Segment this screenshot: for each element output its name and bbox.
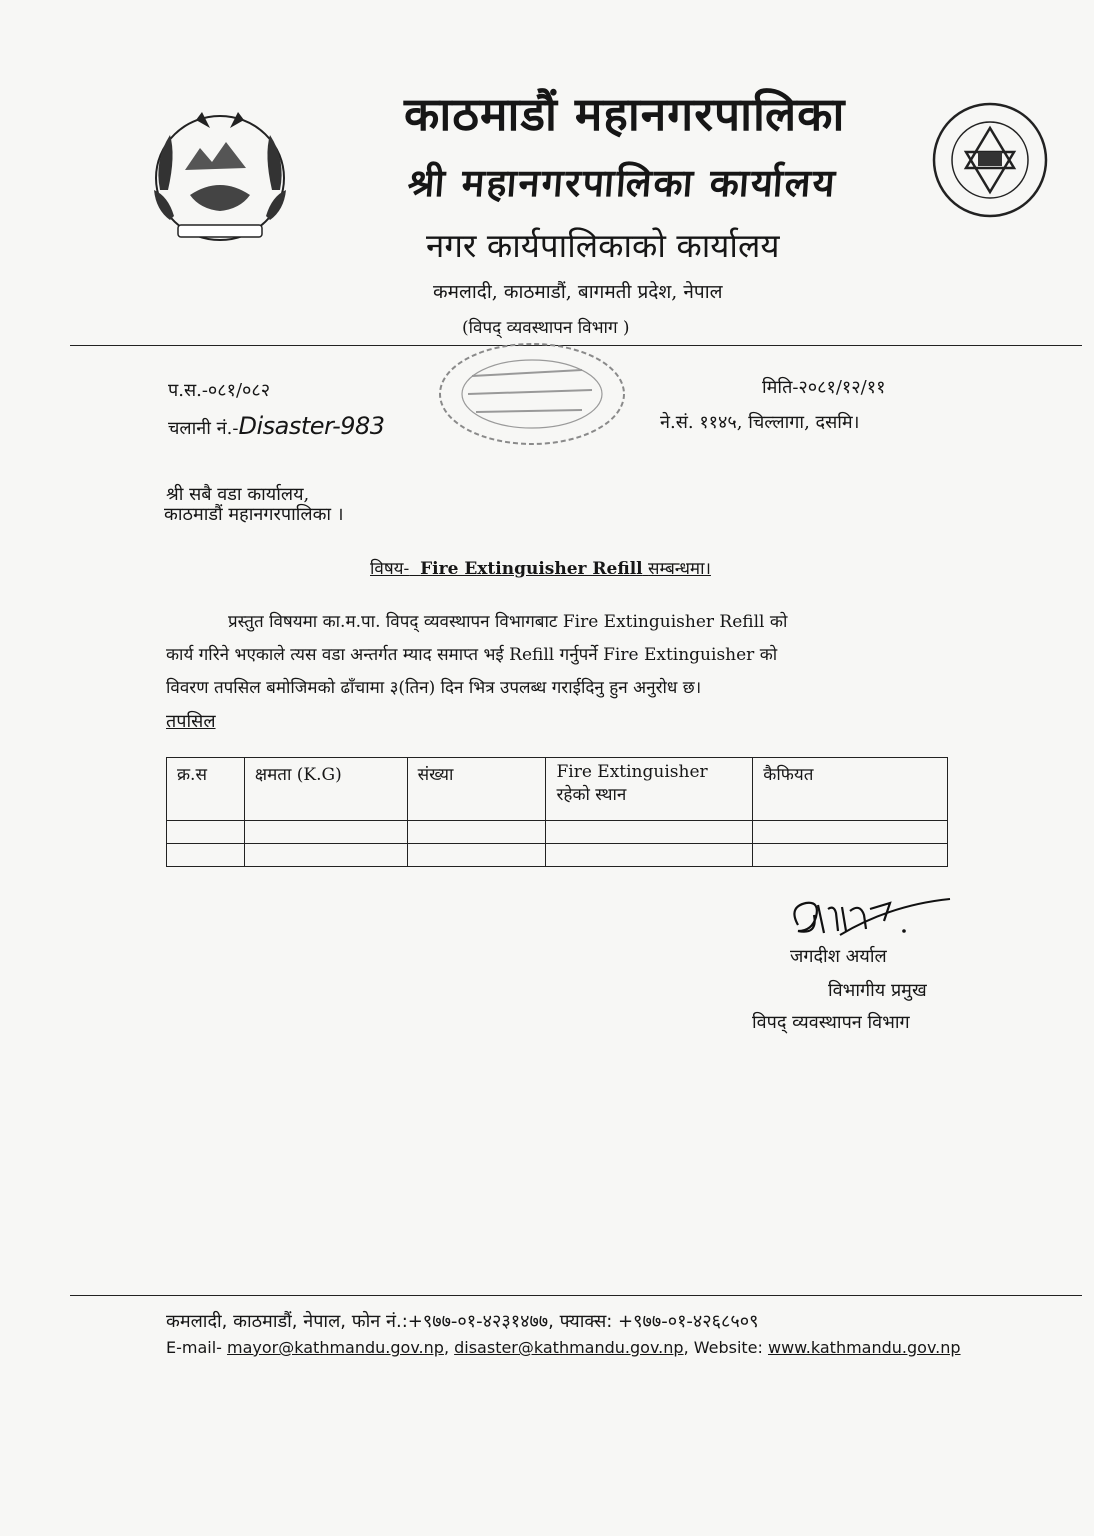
table-row [167, 844, 948, 867]
date-nepal-sambat: ने.सं. ११४५, चिल्लागा, दसमि। [660, 412, 860, 433]
table-cell [546, 821, 753, 844]
recipient-line-1: श्री सबै वडा कार्यालय, [166, 484, 310, 505]
office-stamp-icon [432, 340, 632, 448]
website-label: Website: [693, 1338, 763, 1357]
table-cell [407, 821, 546, 844]
fire-extinguisher-table [166, 757, 948, 867]
date-bs: मिति-२०८१/१२/११ [762, 377, 886, 398]
signer-name: जगदीश अर्याल [790, 946, 887, 967]
table-header-row [167, 758, 948, 821]
footer-contact: कमलादी, काठमाडौं, नेपाल, फोन नं.:+९७७-०१-४२३१४७७, फ्याक्स: +९७७-०१-४२६८५०९ [166, 1311, 759, 1332]
table-row [167, 821, 948, 844]
website-link[interactable]: www.kathmandu.gov.np [768, 1338, 961, 1357]
department-name: (विपद् व्यवस्थापन विभाग ) [462, 318, 630, 338]
fiscal-year: प.स.-०८१/०८२ [168, 380, 271, 401]
executive-office-title: नगर कार्यपालिकाको कार्यालय [426, 226, 780, 265]
col-remarks-header: कैफियत [753, 758, 948, 821]
tapasil-label: तपसिल [166, 711, 216, 732]
recipient-line-2: काठमाडौं महानगरपालिका । [164, 504, 344, 525]
table-cell [753, 821, 948, 844]
table-cell [407, 844, 546, 867]
email-disaster-link[interactable]: disaster@kathmandu.gov.np [454, 1338, 684, 1357]
table-cell [753, 844, 948, 867]
footer-links: E-mail- mayor@kathmandu.gov.np, disaster@kathmandu.gov.np, Website: www.kathmandu.gov.np [166, 1338, 961, 1357]
table-cell [546, 844, 753, 867]
signer-designation: विभागीय प्रमुख [828, 980, 927, 1001]
dispatch-value: Disaster-983 [238, 412, 385, 440]
signer-office: विपद् व्यवस्थापन विभाग [752, 1012, 910, 1033]
table-cell [244, 821, 407, 844]
col-quantity-header: संख्या [407, 758, 546, 821]
body-line-2: कार्य गरिने भएकाले त्यस वडा अन्तर्गत म्याद समाप्त भई Refill गर्नुपर्ने Fire Extinguisher को [166, 645, 778, 665]
footer-divider [70, 1295, 1082, 1296]
municipality-title: काठमाडौं महानगरपालिका [404, 87, 846, 141]
letterhead-address: कमलादी, काठमाडौं, बागमती प्रदेश, नेपाल [433, 281, 723, 303]
body-line-3: विवरण तपसिल बमोजिमको ढाँचामा ३(तिन) दिन भित्र उपलब्ध गराईदिनु हुन अनुरोध छ। [166, 678, 702, 698]
dispatch-label: चलानी नं.- [168, 418, 239, 439]
subject-line [370, 556, 711, 579]
col-location-header: Fire Extinguisher रहेको स्थान [546, 758, 753, 821]
table-cell [167, 844, 245, 867]
subject-suffix: सम्बन्धमा। [648, 559, 711, 579]
table-cell [167, 821, 245, 844]
email-label: E-mail- [166, 1338, 222, 1357]
body-paragraph [166, 606, 948, 705]
subject-prefix: विषय- [370, 559, 410, 579]
email-mayor-link[interactable]: mayor@kathmandu.gov.np [227, 1338, 444, 1357]
dispatch-number [168, 412, 385, 440]
office-subtitle: श्री महानगरपालिका कार्यालय [406, 160, 839, 205]
kathmandu-metropolitan-seal-icon [930, 98, 1050, 223]
col-capacity-header: क्षमता (K.G) [244, 758, 407, 821]
body-line-1: प्रस्तुत विषयमा का.म.पा. विपद् व्यवस्थापन विभागबाट Fire Extinguisher Refill को [228, 612, 788, 632]
subject-topic: Fire Extinguisher Refill [420, 559, 643, 579]
nepal-emblem-icon [140, 100, 300, 250]
table-cell [244, 844, 407, 867]
col-serial-header: क्र.स [167, 758, 245, 821]
